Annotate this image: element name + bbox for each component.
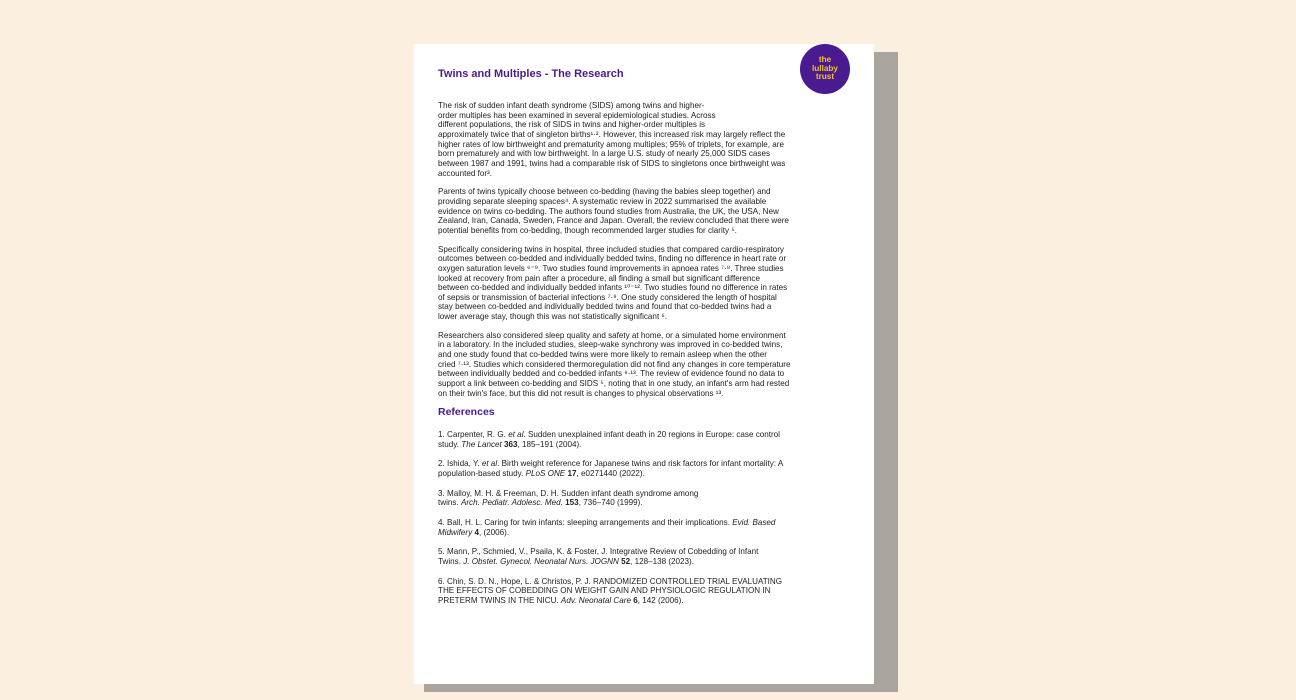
paragraph-line: Researchers also considered sleep quality and safety at home, or a simulated home environment bbox=[438, 330, 786, 340]
reference-text: 3. Malloy, M. H. & Freeman, D. H. Sudden infant death syndrome among bbox=[438, 488, 699, 498]
paragraph-line: between 1987 and 1991, twins had a comparable risk of SIDS to singletons once birthweight was bbox=[438, 158, 786, 168]
reference-line bbox=[438, 528, 848, 538]
reference-line bbox=[438, 596, 848, 606]
reference-italic-text: The Lancet bbox=[461, 439, 502, 449]
reference-italic-text: Arch. Pediatr. Adolesc. Med. bbox=[460, 498, 563, 508]
paragraph-line: and one study found that co-bedded twins were more likely to remain asleep when the other bbox=[438, 350, 767, 360]
document-body bbox=[438, 101, 848, 616]
body-paragraph bbox=[438, 331, 848, 399]
reference-line bbox=[438, 557, 848, 567]
paragraph-line: The risk of sudden infant death syndrome (SIDS) among twins and higher- bbox=[438, 101, 705, 110]
paragraph-line: support a link between co-bedding and SIDS ⁵, noting that in one study, an infant's arm had rested bbox=[438, 379, 790, 389]
reference-line bbox=[438, 547, 848, 557]
reference-italic-text: et al bbox=[508, 430, 524, 440]
reference-line bbox=[438, 586, 848, 596]
document-title: Twins and Multiples - The Research bbox=[438, 68, 624, 80]
reference-text: , 142 (2006). bbox=[637, 595, 684, 605]
paragraph-line: Parents of twins typically choose between co-bedding (having the babies sleep together) and bbox=[438, 187, 771, 197]
paragraph-line: evidence on twins co-bedding. The authors found studies from Australia, the UK, the USA, New bbox=[438, 206, 779, 216]
reference-line bbox=[438, 469, 848, 479]
paragraph-line: potential benefits from co-bedding, though recommended larger studies for clarity ⁵. bbox=[438, 225, 737, 235]
references-list bbox=[438, 430, 848, 606]
body-paragraph bbox=[438, 245, 848, 322]
reference-item bbox=[438, 459, 848, 478]
paragraph-line: providing separate sleeping spaces⁴. A systematic review in 2022 summarised the available bbox=[438, 196, 767, 206]
reference-text: Twins. bbox=[438, 556, 464, 566]
paragraph-line: higher rates of low birthweight and prematurity among multiples; 95% of triplets, for example, are bbox=[438, 139, 784, 149]
reference-text: . Sudden unexplained infant death in 20 regions in Europe: case control bbox=[523, 430, 780, 440]
body-paragraph bbox=[438, 187, 848, 235]
reference-line bbox=[438, 498, 848, 508]
reference-text: study. bbox=[438, 439, 462, 449]
logo-text bbox=[812, 56, 838, 82]
paragraph-line: Zealand, Iran, Canada, Sweden, France and Japan. Overall, the review concluded that there were bbox=[438, 216, 789, 226]
paragraph-line: cried ⁷·¹³. Studies which considered thermoregulation did not find any changes in core temperature bbox=[438, 359, 791, 369]
reference-item bbox=[438, 489, 848, 508]
reference-italic-text: Midwifery bbox=[438, 527, 473, 537]
reference-text: 2. Ishida, Y. bbox=[438, 459, 482, 469]
reference-volume: 363 bbox=[504, 439, 518, 449]
reference-text: PRETERM TWINS IN THE NICU. bbox=[438, 595, 561, 605]
paragraph-line: different populations, the risk of SIDS in twins and higher-order multiples is bbox=[438, 120, 706, 130]
paragraph-line: on their twin's face, but this did not result is changes to physical observations ¹³. bbox=[438, 388, 724, 398]
paragraph-line: born prematurely and with low birthweight. In a large U.S. study of nearly 25,000 SIDS cases bbox=[438, 149, 771, 159]
reference-volume: 4 bbox=[474, 527, 479, 537]
reference-text: , 736–740 (1999). bbox=[578, 498, 643, 508]
reference-italic-text: Adv. Neonatal Care bbox=[560, 595, 631, 605]
reference-text: , 128–138 (2023). bbox=[630, 556, 694, 566]
reference-text: , 185–191 (2004). bbox=[517, 439, 582, 449]
paragraph-line: between co-bedded and individually bedded infants ¹⁰⁻¹². Two studies found no difference in rates bbox=[438, 283, 788, 293]
reference-text: 6. Chin, S. D. N., Hope, L. & Christos, P. J. RANDOMIZED CONTROLLED TRIAL EVALUATING bbox=[438, 576, 783, 586]
lullaby-trust-logo bbox=[800, 44, 850, 94]
reference-item bbox=[438, 430, 848, 449]
paragraph-line: approximately twice that of singleton births¹·². However, this increased risk may largely reflect the bbox=[438, 129, 786, 139]
reference-line bbox=[438, 577, 848, 587]
reference-line bbox=[438, 440, 848, 450]
reference-text: THE EFFECTS OF COBEDDING ON WEIGHT GAIN AND PHYSIOLOGIC REGULATION IN bbox=[438, 586, 771, 596]
paragraph-line: between individually bedded and co-bedded infants ⁸·¹³. The review of evidence found no data to bbox=[438, 369, 785, 379]
paragraph-line: of sepsis or transmission of bacterial infections ⁷·⁸. One study considered the length of hospital bbox=[438, 292, 777, 302]
reference-italic-text: et al bbox=[481, 459, 498, 469]
reference-volume: 52 bbox=[621, 556, 631, 566]
paragraph-line: lower average stay, though this was not statistically significant ⁶. bbox=[438, 312, 668, 322]
reference-item bbox=[438, 577, 848, 606]
reference-line bbox=[438, 430, 848, 440]
reference-text: , (2006). bbox=[478, 527, 510, 537]
references-heading: References bbox=[438, 406, 495, 419]
paragraph-line: stay between co-bedded and individually bedded twins and found that co-bedded twins had a bbox=[438, 302, 772, 312]
body-paragraph bbox=[438, 101, 848, 178]
logo-line: trust bbox=[815, 72, 835, 82]
reference-line bbox=[438, 518, 848, 528]
reference-volume: 153 bbox=[565, 498, 579, 508]
reference-text: 5. Mann, P., Schmied, V., Psaila, K. & Foster, J. Integrative Review of Cobedding of Infant bbox=[438, 547, 759, 557]
reference-line bbox=[438, 459, 848, 469]
reference-italic-text: J. Obstet. Gynecol. Neonatal Nurs. JOGNN bbox=[463, 556, 619, 566]
reference-volume: 17 bbox=[567, 469, 577, 478]
paragraph-line: in a laboratory. In the included studies, sleep-wake synchrony was improved in co-bedded twins, bbox=[438, 340, 783, 350]
paragraph-line: accounted for³. bbox=[438, 168, 492, 178]
reference-text: 4. Ball, H. L. Caring for twin infants: sleeping arrangements and their implications. bbox=[438, 517, 733, 527]
paragraph-line: order multiples has been examined in several epidemiological studies. Across bbox=[438, 110, 716, 120]
reference-italic-text: PLoS ONE bbox=[525, 469, 566, 478]
body-paragraphs bbox=[438, 101, 848, 398]
reference-text: . Birth weight reference for Japanese twins and risk factors for infant mortality: A bbox=[497, 459, 784, 469]
logo-line: lullaby bbox=[812, 63, 838, 73]
reference-item bbox=[438, 518, 848, 537]
logo-line: the bbox=[818, 55, 832, 65]
paragraph-line: oxygen saturation levels ⁶⁻⁹. Two studies found improvements in apnoea rates ⁷·⁸. Three studies bbox=[438, 263, 784, 273]
reference-item bbox=[438, 547, 848, 566]
reference-text: , e0271440 (2022). bbox=[576, 469, 645, 478]
reference-text: twins. bbox=[438, 498, 461, 508]
paragraph-line: looked at recovery from pain after a procedure, all finding a small but significant difference bbox=[438, 273, 760, 283]
reference-text: population-based study. bbox=[438, 469, 526, 478]
reference-text: 1. Carpenter, R. G. bbox=[438, 430, 509, 440]
paragraph-line: Specifically considering twins in hospital, three included studies that compared cardio-respiratory bbox=[438, 244, 784, 254]
paragraph-line: outcomes between co-bedded and individually bedded twins, finding no difference in heart rate or bbox=[438, 254, 787, 264]
reference-line bbox=[438, 489, 848, 499]
document-page bbox=[414, 44, 874, 684]
reference-italic-text: Evid. Based bbox=[732, 517, 776, 527]
reference-volume: 6 bbox=[633, 595, 638, 605]
